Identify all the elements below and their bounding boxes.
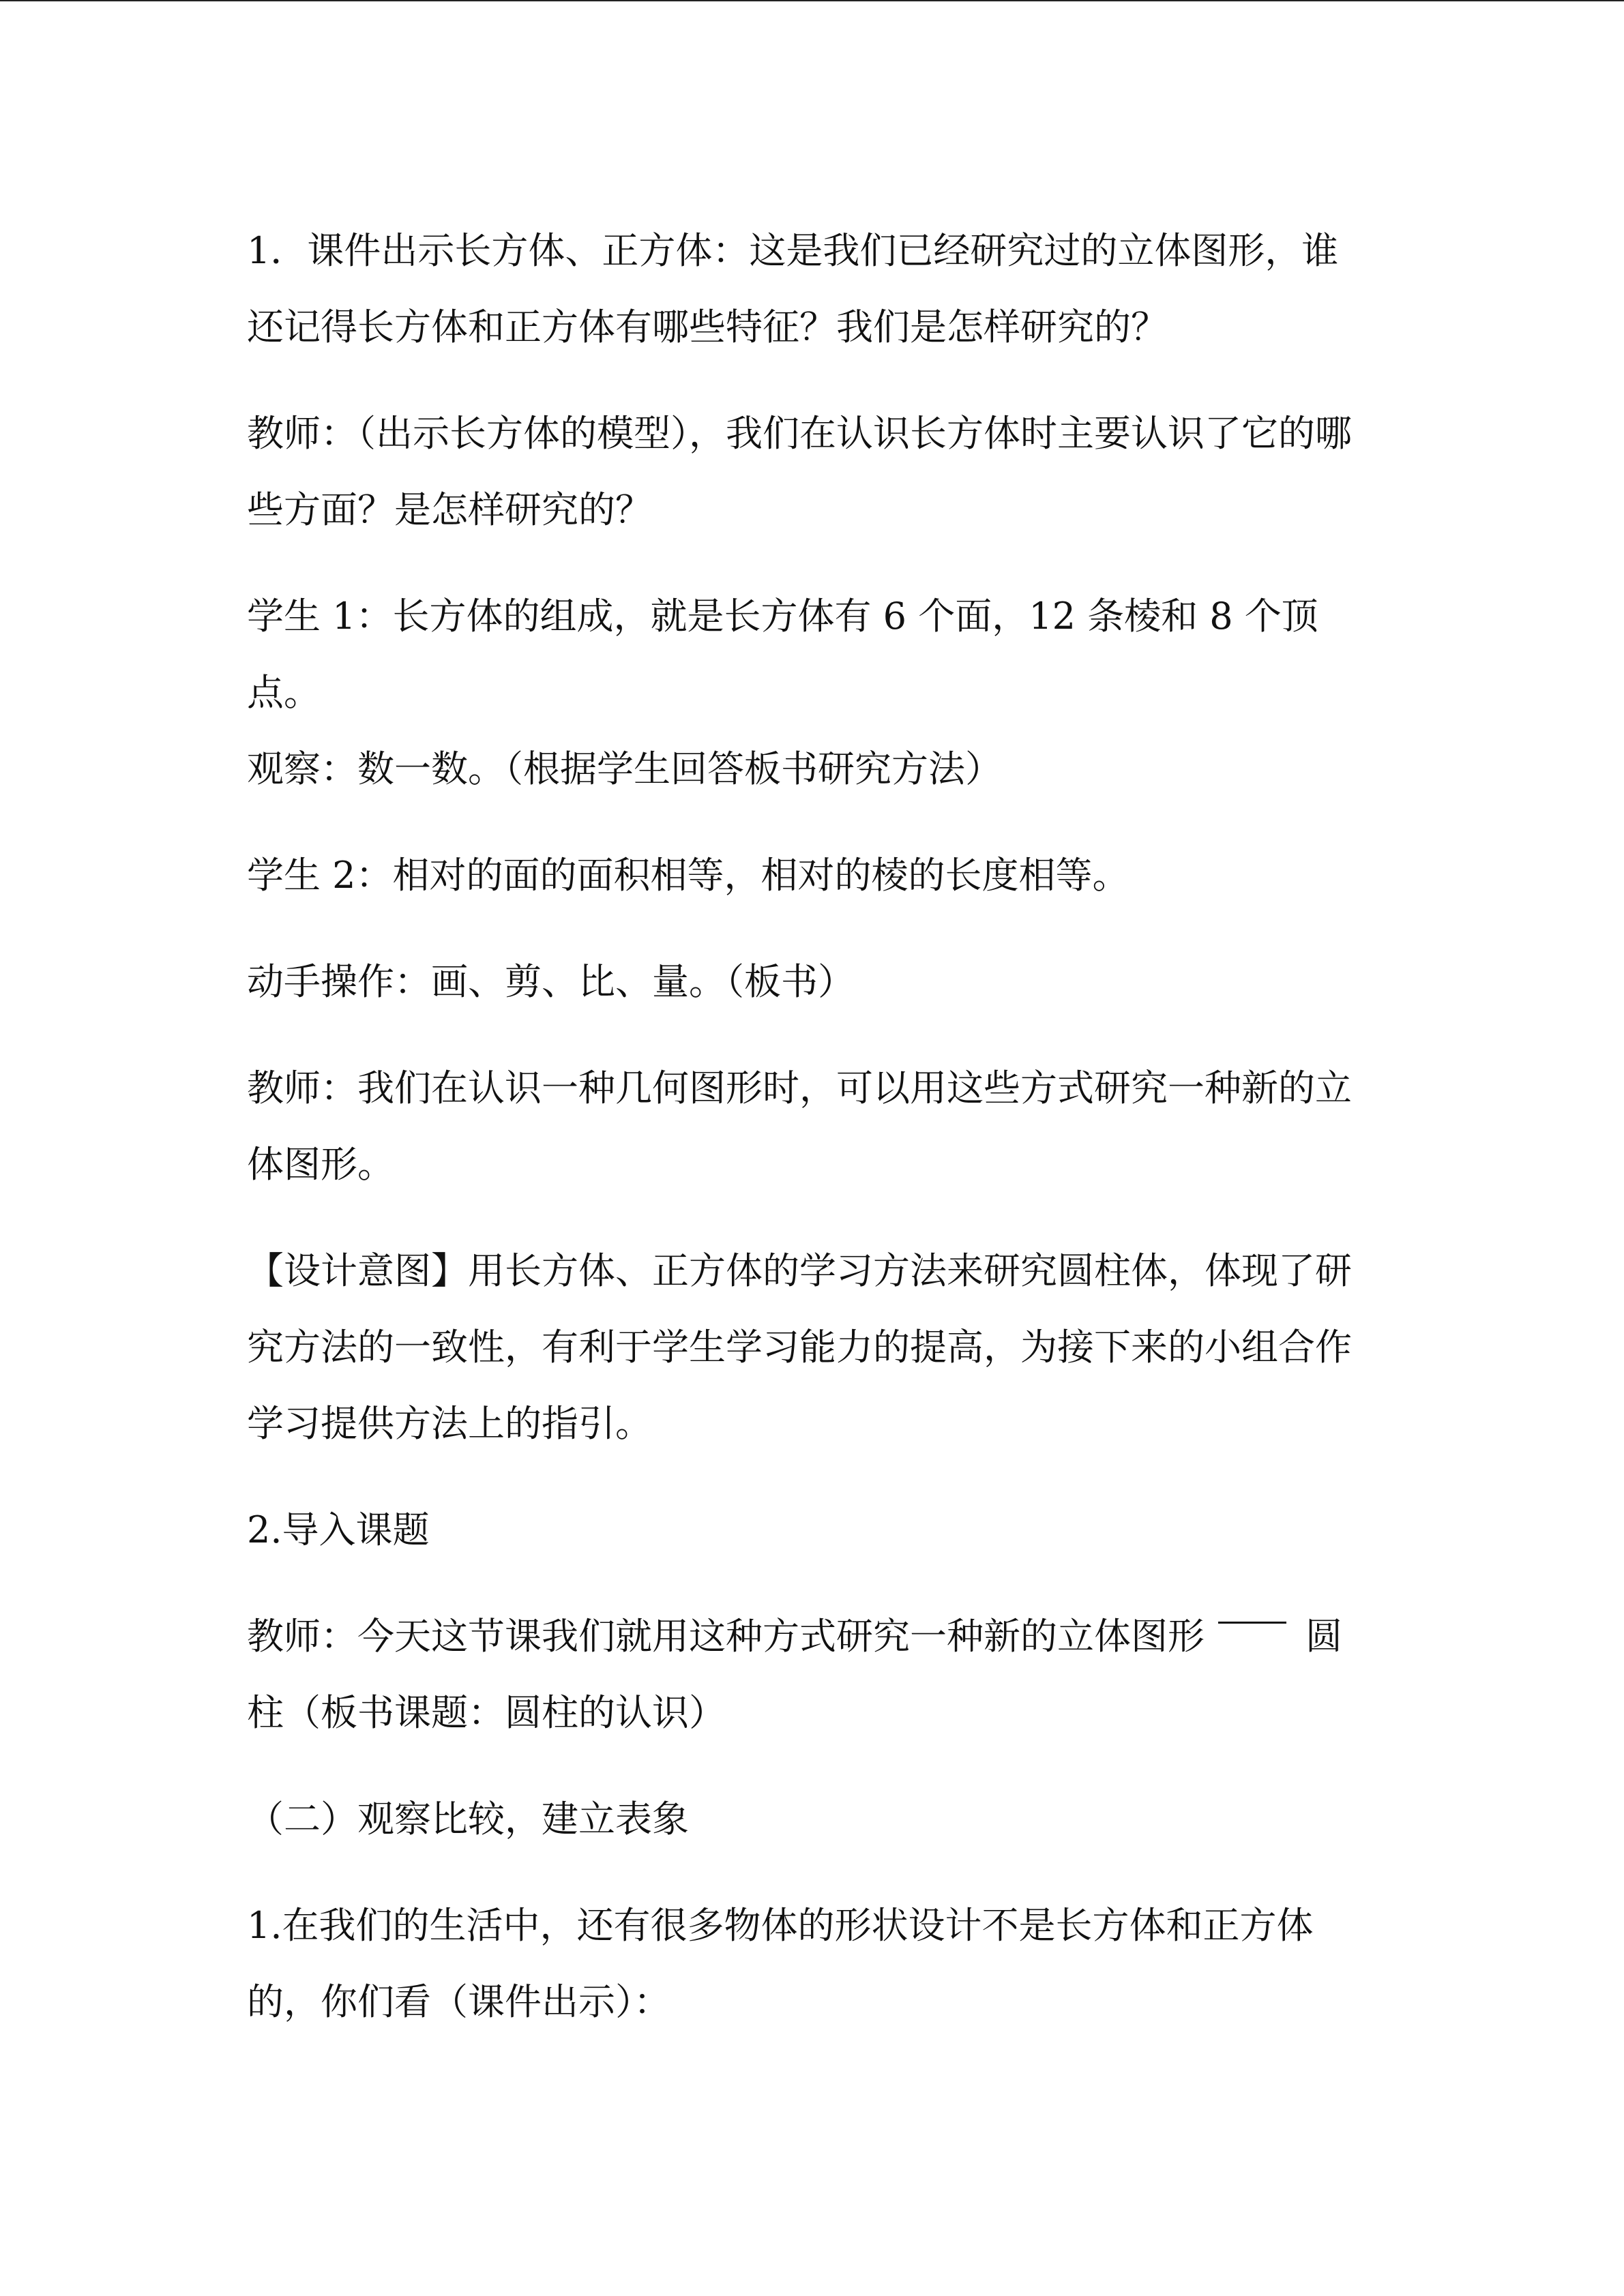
paragraph-observe: 观察：数一数。（根据学生回答板书研究方法） — [247, 747, 1002, 790]
paragraph-teacher-topic — [247, 1598, 1372, 1751]
paragraph-lead-in-heading: 2.导入课题 — [247, 1508, 430, 1551]
teacher-topic-cylinder: 圆柱（板书课题：圆柱的认识） — [247, 1615, 1342, 1734]
paragraph-teacher-model: 教师：（出示长方体的模型），我们在认识长方体时主要认识了它的哪些方面？是怎样研究的？ — [247, 412, 1352, 531]
paragraph-student-1: 学生 1：长方体的组成，就是长方体有 6 个面，12 条棱和 8 个顶点。 — [247, 595, 1318, 714]
dash-divider — [1218, 1622, 1286, 1624]
paragraph-teacher-method: 教师：我们在认识一种几何图形时，可以用这些方式研究一种新的立体图形。 — [247, 1067, 1352, 1186]
paragraph-hands-on: 动手操作：画、剪、比、量。（板书） — [247, 960, 855, 1003]
paragraph-design-intent: 【设计意图】用长方体、正方体的学习方法来研究圆柱体，体现了研究方法的一致性，有利于学生学习能力的提高，为接下来的小组合作学习提供方法上的指引。 — [247, 1249, 1352, 1445]
paragraph-intro-question: 1．课件出示长方体、正方体：这是我们已经研究过的立体图形，谁还记得长方体和正方体有哪些特征？我们是怎样研究的？ — [247, 229, 1339, 348]
paragraph-student-2: 学生 2：相对的面的面积相等，相对的棱的长度相等。 — [247, 854, 1130, 897]
document-body — [247, 213, 1372, 2070]
paragraph-life-objects: 1.在我们的生活中，还有很多物体的形状设计不是长方体和正方体的，你们看（课件出示）： — [247, 1904, 1314, 2023]
section-heading-observe-compare: （二）观察比较，建立表象 — [247, 1798, 689, 1840]
teacher-topic-text: 教师：今天这节课我们就用这种方式研究一种新的立体图形 — [247, 1615, 1205, 1658]
